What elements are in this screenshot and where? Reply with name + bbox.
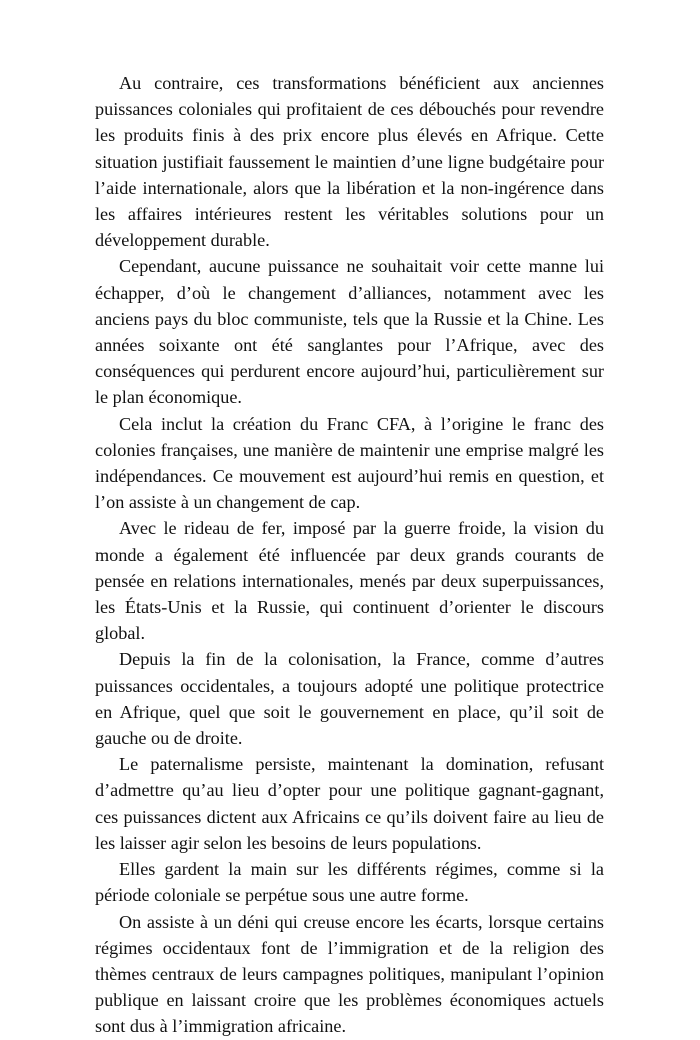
paragraph-8: On assiste à un déni qui creuse encore les écarts, lorsque certains régimes occidentaux font de l’immigration et de la religion des thèmes centraux de leurs campagnes politiques, manipulant l’opinion publique en laissant croire que les problèmes économiques actuels sont dus à l’immigration africaine. bbox=[95, 911, 604, 1037]
paragraph-5: Depuis la fin de la colonisation, la France, comme d’autres puissances occidentales, a toujours adopté une politique protectrice en Afrique, quel que soit le gouvernement en place, qu’il soit de gauche ou de droite. bbox=[95, 649, 604, 749]
paragraph-6: Le paternalisme persiste, maintenant la domination, refusant d’admettre qu’au lieu d’opter pour une politique gagnant-gagnant, ces puissances dictent aux Africains ce qu’ils doivent faire au lieu de les laisser agir selon les besoins de leurs populations. bbox=[95, 754, 604, 853]
paragraph-4: Avec le rideau de fer, imposé par la guerre froide, la vision du monde a également été influencée par deux grands courants de pensée en relations internationales, menés par deux superpuissances, les États-Unis et la Russie, qui continuent d’orienter le discours global. bbox=[95, 518, 604, 644]
paragraph-1: Au contraire, ces transformations bénéficient aux anciennes puissances coloniales qui profitaient de ces débouchés pour revendre les produits finis à des prix encore plus élevés en Afrique. Cette situation justifiait faussement le maintien d’une ligne budgétaire pour l’aide internationale, alors que la libération et la non-ingérence dans les affaires intérieures restent les véritables solutions pour un développement durable. bbox=[95, 73, 604, 251]
paragraph-3: Cela inclut la création du Franc CFA, à l’origine le franc des colonies françaises, une manière de maintenir une emprise malgré les indépendances. Ce mouvement est aujourd’hui remis en question, et l’on assiste à un changement de cap. bbox=[95, 413, 604, 513]
paragraph-2: Cependant, aucune puissance ne souhaitait voir cette manne lui échapper, d’où le changement d’alliances, notamment avec les anciens pays du bloc communiste, tels que la Russie et la Chine. Les années soixante ont été sanglantes pour l’Afrique, avec des conséquences qui perdurent encore aujourd’hui, particulièrement sur le plan économique. bbox=[95, 256, 604, 408]
document-page bbox=[95, 70, 604, 1040]
paragraph-7: Elles gardent la main sur les différents régimes, comme si la période coloniale se perpétue sous une autre forme. bbox=[95, 859, 604, 906]
